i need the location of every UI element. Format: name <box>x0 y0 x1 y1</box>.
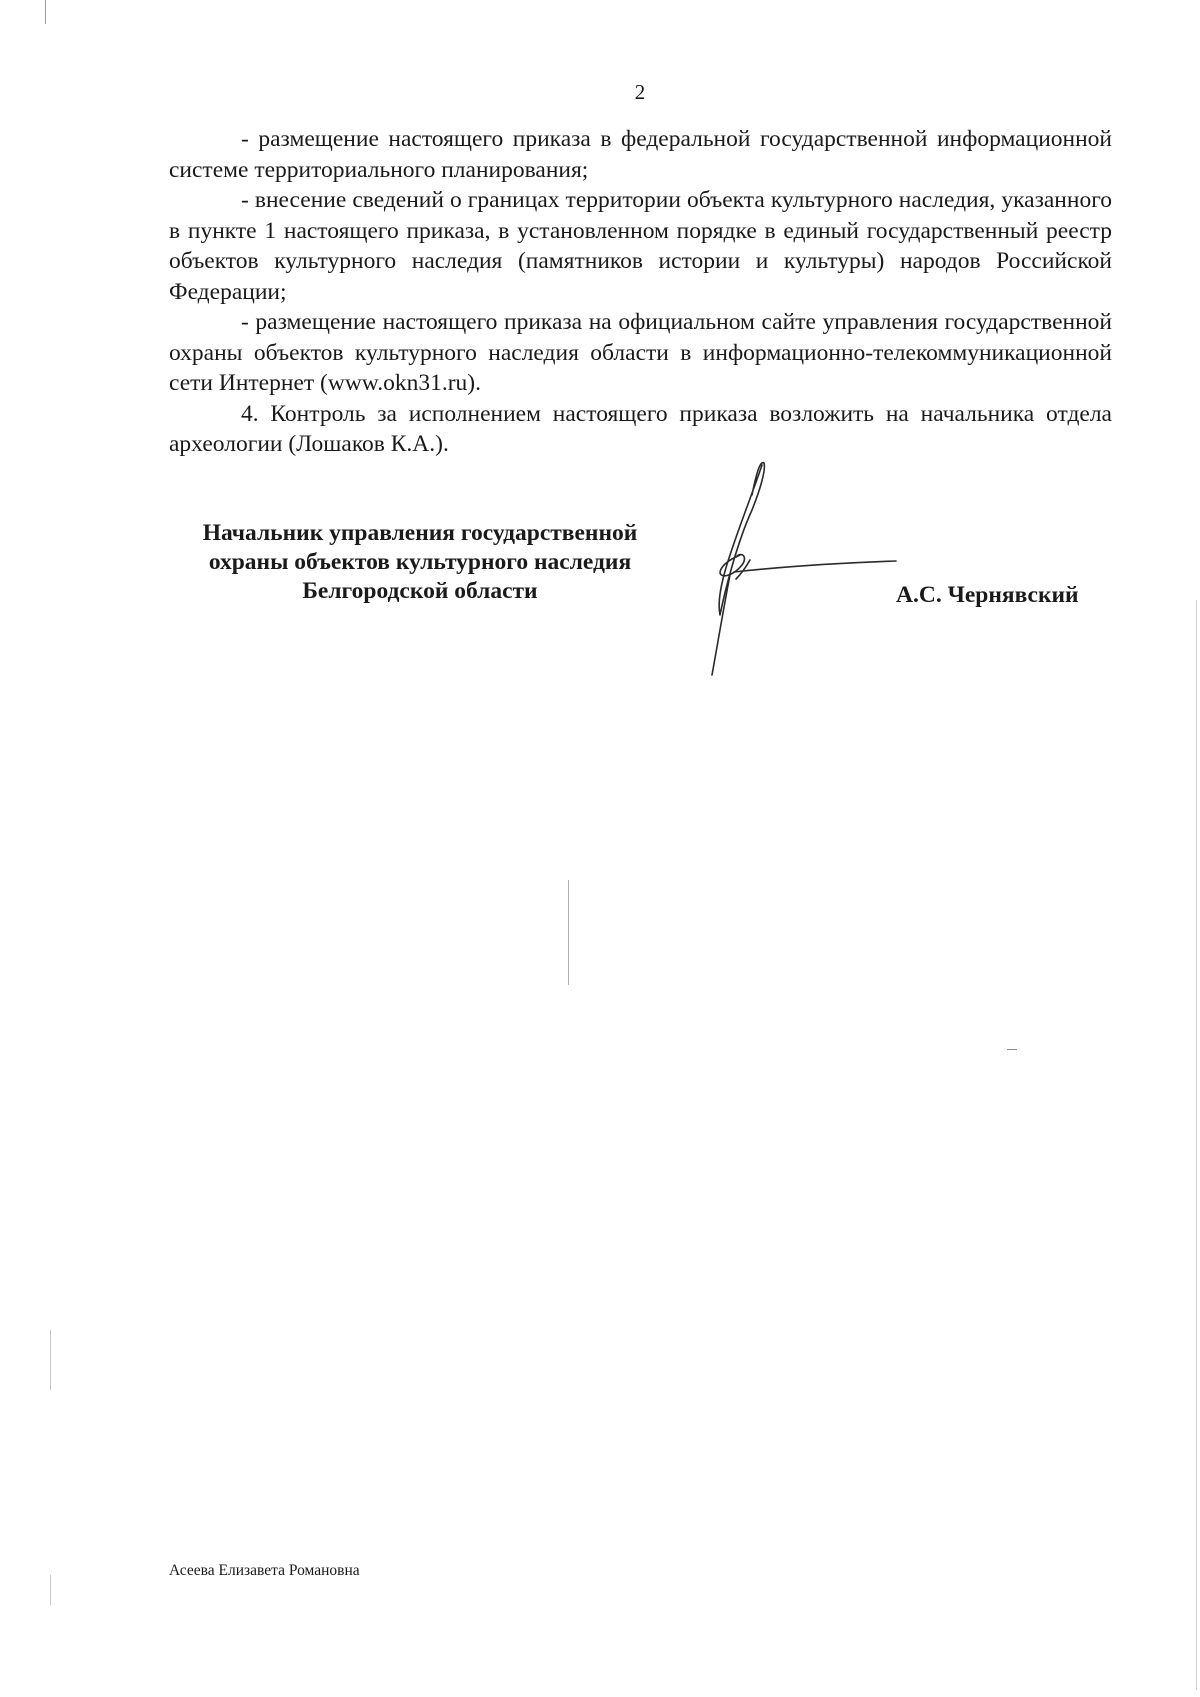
signatory-position <box>165 519 675 606</box>
signatory-position-line: Белгородской области <box>302 578 538 604</box>
signatory-name: А.С. Чернявский <box>896 582 1079 608</box>
signatory-position-line: Начальник управления государственной <box>202 520 638 546</box>
executor-name: Асеева Елизавета Романовна <box>169 1562 360 1579</box>
scan-artifact-line <box>50 1330 51 1390</box>
order-body <box>169 124 1112 460</box>
scan-artifact-line <box>568 880 569 985</box>
scan-artifact-line <box>45 0 46 24</box>
paragraph-register-entry: - внесение сведений о границах территории объекта культурного наследия, указанного в пункте 1 настоящего приказа, в установленном порядке в единый государственный реестр объектов культурного наследия (памятников истории и культуры) народов Российской Федерации; <box>169 187 1112 305</box>
handwritten-signature <box>690 455 930 685</box>
scan-artifact-line <box>1007 1049 1017 1050</box>
paragraph-publish-website: - размещение настоящего приказа на официальном сайте управления государственной охраны объектов культурного наследия области в информационно-телекоммуникационной сети Интернет (www.okn31.ru). <box>169 309 1112 396</box>
page-number: 2 <box>634 80 646 104</box>
paragraph-control: 4. Контроль за исполнением настоящего приказа возложить на начальника отдела археологии (Лошаков К.А.). <box>169 400 1112 457</box>
scan-artifact-line <box>1196 600 1197 1690</box>
paragraph-publish-fgis: - размещение настоящего приказа в федеральной государственной информационной системе территориального планирования; <box>169 126 1112 183</box>
scan-artifact-line <box>50 1575 51 1605</box>
signatory-position-line: охраны объектов культурного наследия <box>208 549 632 575</box>
